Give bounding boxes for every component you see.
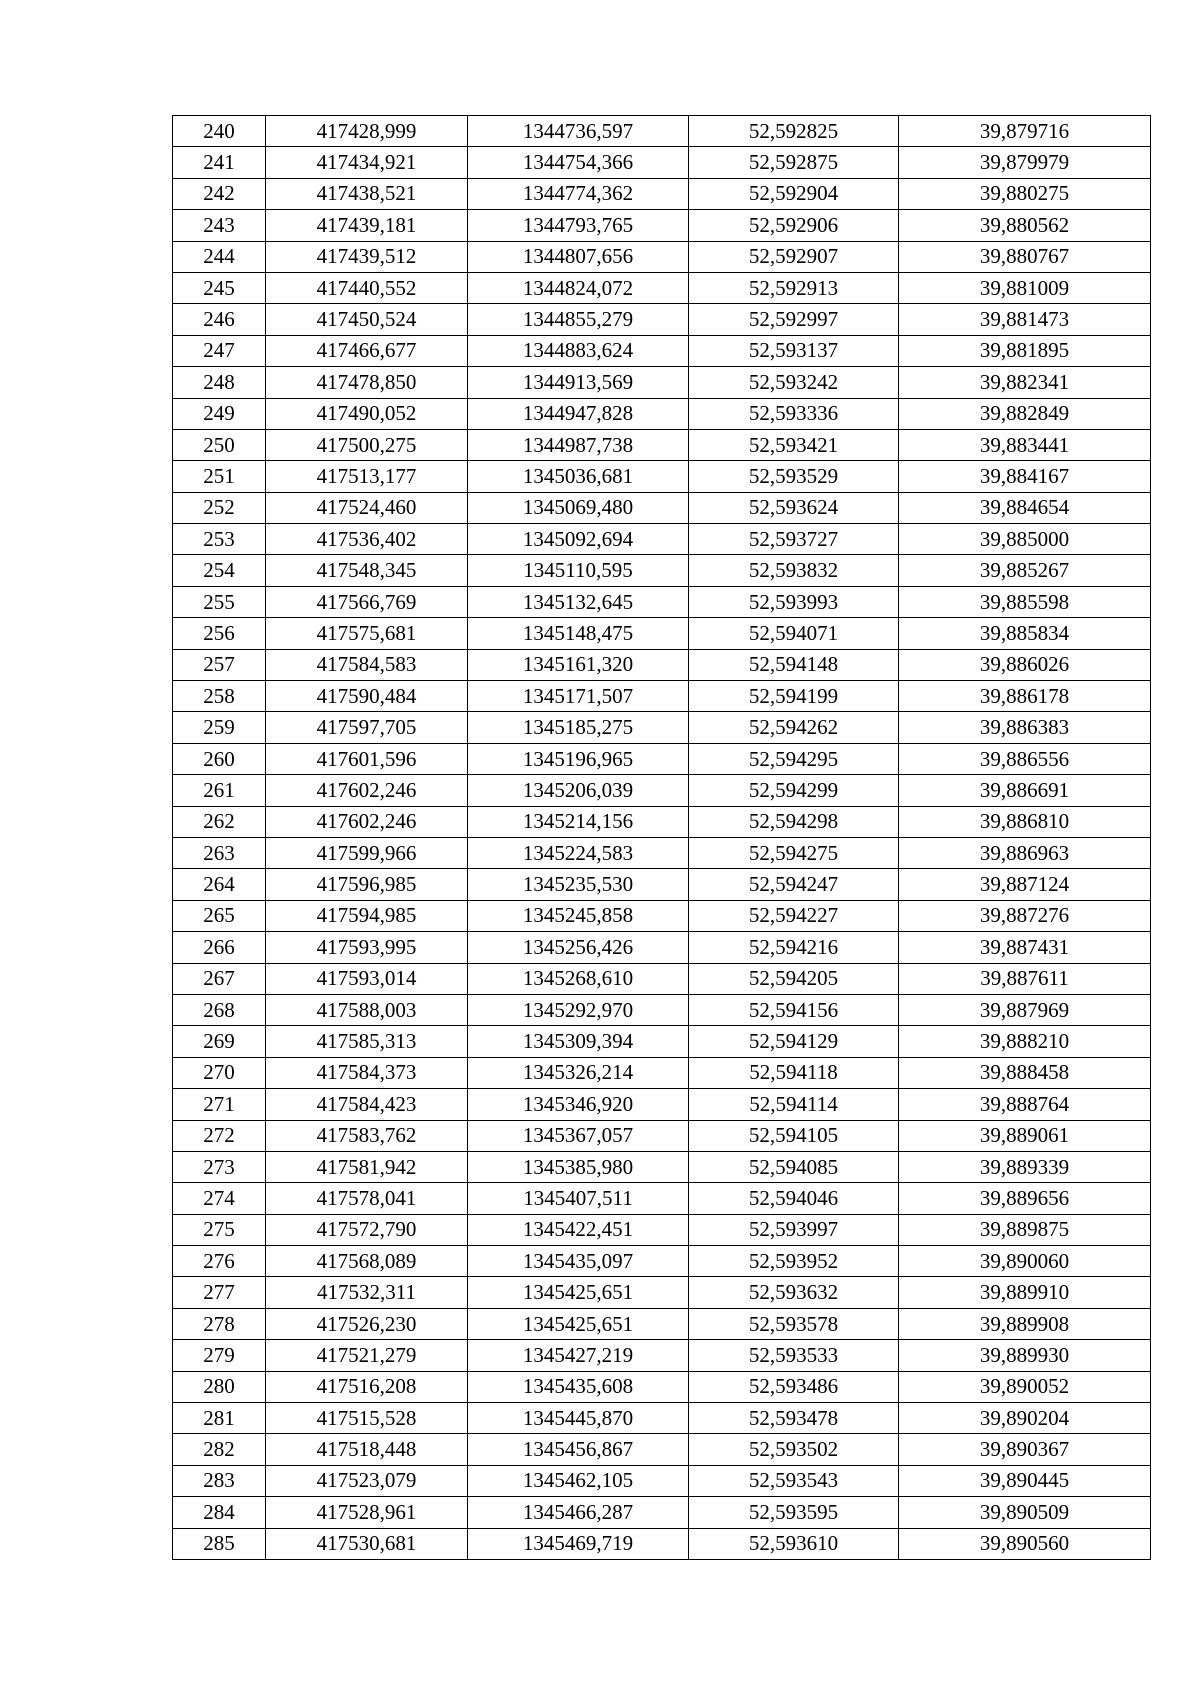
y-coordinate-cell: 1345445,870 <box>468 1403 689 1434</box>
point-number-cell: 273 <box>173 1151 266 1182</box>
longitude-cell: 39,890052 <box>899 1371 1151 1402</box>
point-number-cell: 246 <box>173 304 266 335</box>
y-coordinate-cell: 1345185,275 <box>468 712 689 743</box>
point-number-cell: 269 <box>173 1026 266 1057</box>
y-coordinate-cell: 1345206,039 <box>468 775 689 806</box>
point-number-cell: 278 <box>173 1308 266 1339</box>
table-row <box>173 116 1151 147</box>
y-coordinate-cell: 1345069,480 <box>468 492 689 523</box>
point-number-cell: 277 <box>173 1277 266 1308</box>
longitude-cell: 39,880562 <box>899 210 1151 241</box>
point-number-cell: 282 <box>173 1434 266 1465</box>
latitude-cell: 52,593624 <box>689 492 899 523</box>
x-coordinate-cell: 417588,003 <box>266 994 468 1025</box>
longitude-cell: 39,884167 <box>899 461 1151 492</box>
point-number-cell: 254 <box>173 555 266 586</box>
table-row <box>173 1371 1151 1402</box>
x-coordinate-cell: 417597,705 <box>266 712 468 743</box>
y-coordinate-cell: 1345462,105 <box>468 1465 689 1496</box>
longitude-cell: 39,890204 <box>899 1403 1151 1434</box>
x-coordinate-cell: 417490,052 <box>266 398 468 429</box>
longitude-cell: 39,886383 <box>899 712 1151 743</box>
y-coordinate-cell: 1345407,511 <box>468 1183 689 1214</box>
longitude-cell: 39,887611 <box>899 963 1151 994</box>
point-number-cell: 276 <box>173 1246 266 1277</box>
point-number-cell: 264 <box>173 869 266 900</box>
latitude-cell: 52,594227 <box>689 900 899 931</box>
table-row <box>173 304 1151 335</box>
latitude-cell: 52,593997 <box>689 1214 899 1245</box>
longitude-cell: 39,885834 <box>899 618 1151 649</box>
point-number-cell: 275 <box>173 1214 266 1245</box>
point-number-cell: 253 <box>173 524 266 555</box>
table-row <box>173 147 1151 178</box>
point-number-cell: 249 <box>173 398 266 429</box>
y-coordinate-cell: 1344913,569 <box>468 367 689 398</box>
latitude-cell: 52,593486 <box>689 1371 899 1402</box>
latitude-cell: 52,593137 <box>689 335 899 366</box>
table-row <box>173 1308 1151 1339</box>
x-coordinate-cell: 417513,177 <box>266 461 468 492</box>
y-coordinate-cell: 1345425,651 <box>468 1308 689 1339</box>
table-row <box>173 994 1151 1025</box>
table-row <box>173 806 1151 837</box>
table-row <box>173 429 1151 460</box>
x-coordinate-cell: 417581,942 <box>266 1151 468 1182</box>
x-coordinate-cell: 417593,014 <box>266 963 468 994</box>
point-number-cell: 240 <box>173 116 266 147</box>
latitude-cell: 52,593336 <box>689 398 899 429</box>
y-coordinate-cell: 1345292,970 <box>468 994 689 1025</box>
point-number-cell: 281 <box>173 1403 266 1434</box>
longitude-cell: 39,880767 <box>899 241 1151 272</box>
table-row <box>173 900 1151 931</box>
longitude-cell: 39,886178 <box>899 681 1151 712</box>
y-coordinate-cell: 1344883,624 <box>468 335 689 366</box>
table-row <box>173 210 1151 241</box>
x-coordinate-cell: 417602,246 <box>266 806 468 837</box>
y-coordinate-cell: 1345171,507 <box>468 681 689 712</box>
point-number-cell: 270 <box>173 1057 266 1088</box>
x-coordinate-cell: 417515,528 <box>266 1403 468 1434</box>
x-coordinate-cell: 417594,985 <box>266 900 468 931</box>
latitude-cell: 52,594129 <box>689 1026 899 1057</box>
longitude-cell: 39,888458 <box>899 1057 1151 1088</box>
latitude-cell: 52,594299 <box>689 775 899 806</box>
latitude-cell: 52,594071 <box>689 618 899 649</box>
y-coordinate-cell: 1345346,920 <box>468 1089 689 1120</box>
latitude-cell: 52,594275 <box>689 837 899 868</box>
table-row <box>173 743 1151 774</box>
longitude-cell: 39,889875 <box>899 1214 1151 1245</box>
latitude-cell: 52,592906 <box>689 210 899 241</box>
point-number-cell: 268 <box>173 994 266 1025</box>
longitude-cell: 39,879716 <box>899 116 1151 147</box>
x-coordinate-cell: 417466,677 <box>266 335 468 366</box>
y-coordinate-cell: 1344987,738 <box>468 429 689 460</box>
x-coordinate-cell: 417596,985 <box>266 869 468 900</box>
table-row <box>173 178 1151 209</box>
y-coordinate-cell: 1345148,475 <box>468 618 689 649</box>
latitude-cell: 52,593832 <box>689 555 899 586</box>
point-number-cell: 247 <box>173 335 266 366</box>
y-coordinate-cell: 1345425,651 <box>468 1277 689 1308</box>
longitude-cell: 39,890060 <box>899 1246 1151 1277</box>
latitude-cell: 52,594298 <box>689 806 899 837</box>
point-number-cell: 245 <box>173 272 266 303</box>
x-coordinate-cell: 417439,181 <box>266 210 468 241</box>
y-coordinate-cell: 1344754,366 <box>468 147 689 178</box>
latitude-cell: 52,592997 <box>689 304 899 335</box>
table-row <box>173 837 1151 868</box>
x-coordinate-cell: 417568,089 <box>266 1246 468 1277</box>
latitude-cell: 52,593421 <box>689 429 899 460</box>
longitude-cell: 39,881473 <box>899 304 1151 335</box>
point-number-cell: 250 <box>173 429 266 460</box>
table-row <box>173 1434 1151 1465</box>
table-row <box>173 681 1151 712</box>
point-number-cell: 252 <box>173 492 266 523</box>
point-number-cell: 251 <box>173 461 266 492</box>
longitude-cell: 39,887276 <box>899 900 1151 931</box>
latitude-cell: 52,593242 <box>689 367 899 398</box>
point-number-cell: 263 <box>173 837 266 868</box>
point-number-cell: 267 <box>173 963 266 994</box>
table-row <box>173 461 1151 492</box>
longitude-cell: 39,890445 <box>899 1465 1151 1496</box>
point-number-cell: 274 <box>173 1183 266 1214</box>
x-coordinate-cell: 417518,448 <box>266 1434 468 1465</box>
y-coordinate-cell: 1345036,681 <box>468 461 689 492</box>
longitude-cell: 39,889656 <box>899 1183 1151 1214</box>
longitude-cell: 39,888764 <box>899 1089 1151 1120</box>
y-coordinate-cell: 1345245,858 <box>468 900 689 931</box>
longitude-cell: 39,889910 <box>899 1277 1151 1308</box>
table-row <box>173 524 1151 555</box>
y-coordinate-cell: 1345385,980 <box>468 1151 689 1182</box>
point-number-cell: 272 <box>173 1120 266 1151</box>
latitude-cell: 52,592904 <box>689 178 899 209</box>
latitude-cell: 52,593502 <box>689 1434 899 1465</box>
y-coordinate-cell: 1345469,719 <box>468 1528 689 1559</box>
x-coordinate-cell: 417440,552 <box>266 272 468 303</box>
point-number-cell: 279 <box>173 1340 266 1371</box>
point-number-cell: 283 <box>173 1465 266 1496</box>
y-coordinate-cell: 1344807,656 <box>468 241 689 272</box>
table-row <box>173 398 1151 429</box>
longitude-cell: 39,886026 <box>899 649 1151 680</box>
latitude-cell: 52,594085 <box>689 1151 899 1182</box>
table-row <box>173 963 1151 994</box>
x-coordinate-cell: 417585,313 <box>266 1026 468 1057</box>
x-coordinate-cell: 417439,512 <box>266 241 468 272</box>
coordinates-table <box>172 115 1151 1560</box>
longitude-cell: 39,884654 <box>899 492 1151 523</box>
point-number-cell: 244 <box>173 241 266 272</box>
table-row <box>173 618 1151 649</box>
longitude-cell: 39,886810 <box>899 806 1151 837</box>
table-row <box>173 241 1151 272</box>
x-coordinate-cell: 417548,345 <box>266 555 468 586</box>
y-coordinate-cell: 1345435,097 <box>468 1246 689 1277</box>
latitude-cell: 52,594148 <box>689 649 899 680</box>
longitude-cell: 39,890367 <box>899 1434 1151 1465</box>
y-coordinate-cell: 1345435,608 <box>468 1371 689 1402</box>
latitude-cell: 52,593727 <box>689 524 899 555</box>
table-row <box>173 775 1151 806</box>
y-coordinate-cell: 1345256,426 <box>468 932 689 963</box>
x-coordinate-cell: 417524,460 <box>266 492 468 523</box>
latitude-cell: 52,592875 <box>689 147 899 178</box>
point-number-cell: 262 <box>173 806 266 837</box>
point-number-cell: 260 <box>173 743 266 774</box>
point-number-cell: 258 <box>173 681 266 712</box>
x-coordinate-cell: 417438,521 <box>266 178 468 209</box>
y-coordinate-cell: 1344855,279 <box>468 304 689 335</box>
x-coordinate-cell: 417584,423 <box>266 1089 468 1120</box>
longitude-cell: 39,885598 <box>899 586 1151 617</box>
latitude-cell: 52,592825 <box>689 116 899 147</box>
x-coordinate-cell: 417590,484 <box>266 681 468 712</box>
y-coordinate-cell: 1344793,765 <box>468 210 689 241</box>
latitude-cell: 52,594216 <box>689 932 899 963</box>
table-row <box>173 1026 1151 1057</box>
latitude-cell: 52,593993 <box>689 586 899 617</box>
latitude-cell: 52,593610 <box>689 1528 899 1559</box>
point-number-cell: 259 <box>173 712 266 743</box>
point-number-cell: 285 <box>173 1528 266 1559</box>
x-coordinate-cell: 417528,961 <box>266 1497 468 1528</box>
table-row <box>173 1246 1151 1277</box>
point-number-cell: 265 <box>173 900 266 931</box>
point-number-cell: 271 <box>173 1089 266 1120</box>
table-row <box>173 1277 1151 1308</box>
longitude-cell: 39,889908 <box>899 1308 1151 1339</box>
longitude-cell: 39,889339 <box>899 1151 1151 1182</box>
x-coordinate-cell: 417526,230 <box>266 1308 468 1339</box>
longitude-cell: 39,885267 <box>899 555 1151 586</box>
y-coordinate-cell: 1345092,694 <box>468 524 689 555</box>
longitude-cell: 39,888210 <box>899 1026 1151 1057</box>
coordinates-table-body <box>173 116 1151 1560</box>
longitude-cell: 39,883441 <box>899 429 1151 460</box>
y-coordinate-cell: 1344774,362 <box>468 178 689 209</box>
point-number-cell: 255 <box>173 586 266 617</box>
latitude-cell: 52,593529 <box>689 461 899 492</box>
latitude-cell: 52,593952 <box>689 1246 899 1277</box>
table-row <box>173 869 1151 900</box>
x-coordinate-cell: 417578,041 <box>266 1183 468 1214</box>
table-row <box>173 1089 1151 1120</box>
x-coordinate-cell: 417536,402 <box>266 524 468 555</box>
table-row <box>173 1403 1151 1434</box>
longitude-cell: 39,886963 <box>899 837 1151 868</box>
y-coordinate-cell: 1345427,219 <box>468 1340 689 1371</box>
latitude-cell: 52,593543 <box>689 1465 899 1496</box>
point-number-cell: 256 <box>173 618 266 649</box>
x-coordinate-cell: 417566,769 <box>266 586 468 617</box>
y-coordinate-cell: 1345326,214 <box>468 1057 689 1088</box>
y-coordinate-cell: 1345367,057 <box>468 1120 689 1151</box>
x-coordinate-cell: 417516,208 <box>266 1371 468 1402</box>
latitude-cell: 52,594205 <box>689 963 899 994</box>
x-coordinate-cell: 417532,311 <box>266 1277 468 1308</box>
y-coordinate-cell: 1345456,867 <box>468 1434 689 1465</box>
latitude-cell: 52,594046 <box>689 1183 899 1214</box>
table-row <box>173 335 1151 366</box>
y-coordinate-cell: 1345196,965 <box>468 743 689 774</box>
y-coordinate-cell: 1344947,828 <box>468 398 689 429</box>
longitude-cell: 39,881895 <box>899 335 1151 366</box>
table-row <box>173 492 1151 523</box>
longitude-cell: 39,882849 <box>899 398 1151 429</box>
table-row <box>173 1183 1151 1214</box>
longitude-cell: 39,889061 <box>899 1120 1151 1151</box>
table-row <box>173 272 1151 303</box>
table-row <box>173 367 1151 398</box>
longitude-cell: 39,889930 <box>899 1340 1151 1371</box>
y-coordinate-cell: 1344824,072 <box>468 272 689 303</box>
point-number-cell: 243 <box>173 210 266 241</box>
y-coordinate-cell: 1345224,583 <box>468 837 689 868</box>
table-row <box>173 1340 1151 1371</box>
latitude-cell: 52,592907 <box>689 241 899 272</box>
latitude-cell: 52,593478 <box>689 1403 899 1434</box>
latitude-cell: 52,594118 <box>689 1057 899 1088</box>
point-number-cell: 241 <box>173 147 266 178</box>
table-row <box>173 1057 1151 1088</box>
table-row <box>173 586 1151 617</box>
longitude-cell: 39,880275 <box>899 178 1151 209</box>
x-coordinate-cell: 417575,681 <box>266 618 468 649</box>
x-coordinate-cell: 417523,079 <box>266 1465 468 1496</box>
latitude-cell: 52,594295 <box>689 743 899 774</box>
point-number-cell: 266 <box>173 932 266 963</box>
longitude-cell: 39,887431 <box>899 932 1151 963</box>
x-coordinate-cell: 417450,524 <box>266 304 468 335</box>
table-row <box>173 712 1151 743</box>
point-number-cell: 280 <box>173 1371 266 1402</box>
longitude-cell: 39,886691 <box>899 775 1151 806</box>
y-coordinate-cell: 1345132,645 <box>468 586 689 617</box>
latitude-cell: 52,594247 <box>689 869 899 900</box>
x-coordinate-cell: 417478,850 <box>266 367 468 398</box>
x-coordinate-cell: 417530,681 <box>266 1528 468 1559</box>
latitude-cell: 52,594262 <box>689 712 899 743</box>
point-number-cell: 261 <box>173 775 266 806</box>
y-coordinate-cell: 1345422,451 <box>468 1214 689 1245</box>
latitude-cell: 52,594199 <box>689 681 899 712</box>
latitude-cell: 52,593578 <box>689 1308 899 1339</box>
longitude-cell: 39,890509 <box>899 1497 1151 1528</box>
longitude-cell: 39,881009 <box>899 272 1151 303</box>
latitude-cell: 52,594114 <box>689 1089 899 1120</box>
table-row <box>173 1151 1151 1182</box>
x-coordinate-cell: 417584,373 <box>266 1057 468 1088</box>
longitude-cell: 39,879979 <box>899 147 1151 178</box>
y-coordinate-cell: 1345466,287 <box>468 1497 689 1528</box>
latitude-cell: 52,594105 <box>689 1120 899 1151</box>
x-coordinate-cell: 417584,583 <box>266 649 468 680</box>
table-row <box>173 1465 1151 1496</box>
x-coordinate-cell: 417572,790 <box>266 1214 468 1245</box>
x-coordinate-cell: 417521,279 <box>266 1340 468 1371</box>
longitude-cell: 39,882341 <box>899 367 1151 398</box>
y-coordinate-cell: 1345235,530 <box>468 869 689 900</box>
x-coordinate-cell: 417583,762 <box>266 1120 468 1151</box>
x-coordinate-cell: 417428,999 <box>266 116 468 147</box>
x-coordinate-cell: 417593,995 <box>266 932 468 963</box>
table-row <box>173 1497 1151 1528</box>
x-coordinate-cell: 417500,275 <box>266 429 468 460</box>
table-row <box>173 932 1151 963</box>
y-coordinate-cell: 1345110,595 <box>468 555 689 586</box>
x-coordinate-cell: 417599,966 <box>266 837 468 868</box>
latitude-cell: 52,593533 <box>689 1340 899 1371</box>
y-coordinate-cell: 1345161,320 <box>468 649 689 680</box>
y-coordinate-cell: 1344736,597 <box>468 116 689 147</box>
x-coordinate-cell: 417602,246 <box>266 775 468 806</box>
x-coordinate-cell: 417434,921 <box>266 147 468 178</box>
table-row <box>173 555 1151 586</box>
point-number-cell: 242 <box>173 178 266 209</box>
longitude-cell: 39,885000 <box>899 524 1151 555</box>
longitude-cell: 39,890560 <box>899 1528 1151 1559</box>
latitude-cell: 52,593632 <box>689 1277 899 1308</box>
table-row <box>173 649 1151 680</box>
longitude-cell: 39,886556 <box>899 743 1151 774</box>
x-coordinate-cell: 417601,596 <box>266 743 468 774</box>
table-row <box>173 1528 1151 1559</box>
longitude-cell: 39,887969 <box>899 994 1151 1025</box>
table-row <box>173 1120 1151 1151</box>
point-number-cell: 257 <box>173 649 266 680</box>
table-row <box>173 1214 1151 1245</box>
y-coordinate-cell: 1345268,610 <box>468 963 689 994</box>
latitude-cell: 52,594156 <box>689 994 899 1025</box>
point-number-cell: 248 <box>173 367 266 398</box>
y-coordinate-cell: 1345214,156 <box>468 806 689 837</box>
latitude-cell: 52,593595 <box>689 1497 899 1528</box>
latitude-cell: 52,592913 <box>689 272 899 303</box>
point-number-cell: 284 <box>173 1497 266 1528</box>
longitude-cell: 39,887124 <box>899 869 1151 900</box>
y-coordinate-cell: 1345309,394 <box>468 1026 689 1057</box>
